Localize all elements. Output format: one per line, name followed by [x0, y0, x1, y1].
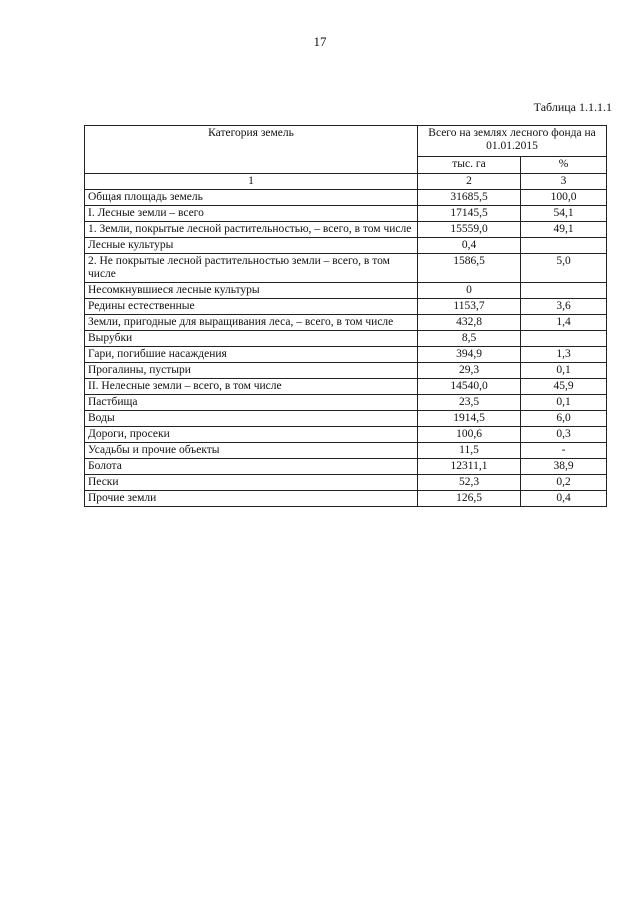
area-percent-cell: 3,6	[521, 299, 607, 315]
area-thousand-ha-cell: 52,3	[418, 475, 521, 491]
area-thousand-ha-cell: 0	[418, 283, 521, 299]
column-number-row	[85, 174, 607, 190]
area-percent-cell: 54,1	[521, 206, 607, 222]
category-cell: Воды	[85, 411, 418, 427]
area-percent-cell	[521, 238, 607, 254]
category-cell: Усадьбы и прочие объекты	[85, 443, 418, 459]
category-cell: Пески	[85, 475, 418, 491]
column-number: 3	[521, 174, 607, 190]
area-thousand-ha-cell: 1914,5	[418, 411, 521, 427]
area-percent-cell: 45,9	[521, 379, 607, 395]
column-number: 2	[418, 174, 521, 190]
area-thousand-ha-cell: 100,6	[418, 427, 521, 443]
area-thousand-ha-cell: 1153,7	[418, 299, 521, 315]
land-category-table	[84, 125, 607, 507]
area-percent-cell: 6,0	[521, 411, 607, 427]
category-cell: Прогалины, пустыри	[85, 363, 418, 379]
area-thousand-ha-cell: 394,9	[418, 347, 521, 363]
area-percent-cell: 0,3	[521, 427, 607, 443]
table-row	[85, 299, 607, 315]
table-row	[85, 443, 607, 459]
area-percent-cell: 0,4	[521, 491, 607, 507]
table-row	[85, 283, 607, 299]
area-thousand-ha-cell: 126,5	[418, 491, 521, 507]
category-cell: Общая площадь земель	[85, 190, 418, 206]
table-row	[85, 315, 607, 331]
table-row	[85, 411, 607, 427]
category-cell: Редины естественные	[85, 299, 418, 315]
category-cell: Болота	[85, 459, 418, 475]
category-cell: I. Лесные земли – всего	[85, 206, 418, 222]
area-thousand-ha-cell: 15559,0	[418, 222, 521, 238]
table-row	[85, 475, 607, 491]
area-thousand-ha-cell: 17145,5	[418, 206, 521, 222]
table-body	[85, 190, 607, 507]
header-category: Категория земель	[85, 126, 418, 174]
table-row	[85, 331, 607, 347]
page-number: 17	[313, 34, 327, 49]
area-percent-cell: 1,4	[521, 315, 607, 331]
header-unit-pct: %	[521, 157, 607, 174]
column-number: 1	[85, 174, 418, 190]
table-row	[85, 427, 607, 443]
category-cell: Гари, погибшие насаждения	[85, 347, 418, 363]
table-caption: Таблица 1.1.1.1	[533, 100, 612, 114]
area-thousand-ha-cell: 0,4	[418, 238, 521, 254]
header-unit-abs: тыс. га	[418, 157, 521, 174]
area-thousand-ha-cell: 29,3	[418, 363, 521, 379]
table-row	[85, 395, 607, 411]
area-percent-cell: 49,1	[521, 222, 607, 238]
category-cell: Дороги, просеки	[85, 427, 418, 443]
area-thousand-ha-cell: 432,8	[418, 315, 521, 331]
category-cell: II. Нелесные земли – всего, в том числе	[85, 379, 418, 395]
area-percent-cell: 0,1	[521, 395, 607, 411]
category-cell: 2. Не покрытые лесной растительностью земли – всего, в том числе	[85, 254, 418, 283]
table-row	[85, 254, 607, 283]
area-thousand-ha-cell: 8,5	[418, 331, 521, 347]
area-percent-cell: 0,1	[521, 363, 607, 379]
category-cell: Несомкнувшиеся лесные культуры	[85, 283, 418, 299]
table-row	[85, 222, 607, 238]
category-cell: Вырубки	[85, 331, 418, 347]
area-percent-cell: -	[521, 443, 607, 459]
area-thousand-ha-cell: 14540,0	[418, 379, 521, 395]
table-row	[85, 459, 607, 475]
table-row	[85, 363, 607, 379]
table-row	[85, 379, 607, 395]
table-row	[85, 238, 607, 254]
table-row	[85, 347, 607, 363]
header-total: Всего на землях лесного фонда на 01.01.2015	[418, 126, 607, 157]
category-cell: Лесные культуры	[85, 238, 418, 254]
area-percent-cell: 0,2	[521, 475, 607, 491]
table-row	[85, 491, 607, 507]
category-cell: 1. Земли, покрытые лесной растительностью, – всего, в том числе	[85, 222, 418, 238]
category-cell: Пастбища	[85, 395, 418, 411]
area-percent-cell	[521, 331, 607, 347]
area-thousand-ha-cell: 11,5	[418, 443, 521, 459]
area-thousand-ha-cell: 12311,1	[418, 459, 521, 475]
table-row	[85, 190, 607, 206]
area-thousand-ha-cell: 31685,5	[418, 190, 521, 206]
area-thousand-ha-cell: 23,5	[418, 395, 521, 411]
area-percent-cell: 5,0	[521, 254, 607, 283]
area-percent-cell: 1,3	[521, 347, 607, 363]
area-percent-cell	[521, 283, 607, 299]
area-thousand-ha-cell: 1586,5	[418, 254, 521, 283]
area-percent-cell: 100,0	[521, 190, 607, 206]
area-percent-cell: 38,9	[521, 459, 607, 475]
category-cell: Прочие земли	[85, 491, 418, 507]
table-row	[85, 206, 607, 222]
category-cell: Земли, пригодные для выращивания леса, – всего, в том числе	[85, 315, 418, 331]
